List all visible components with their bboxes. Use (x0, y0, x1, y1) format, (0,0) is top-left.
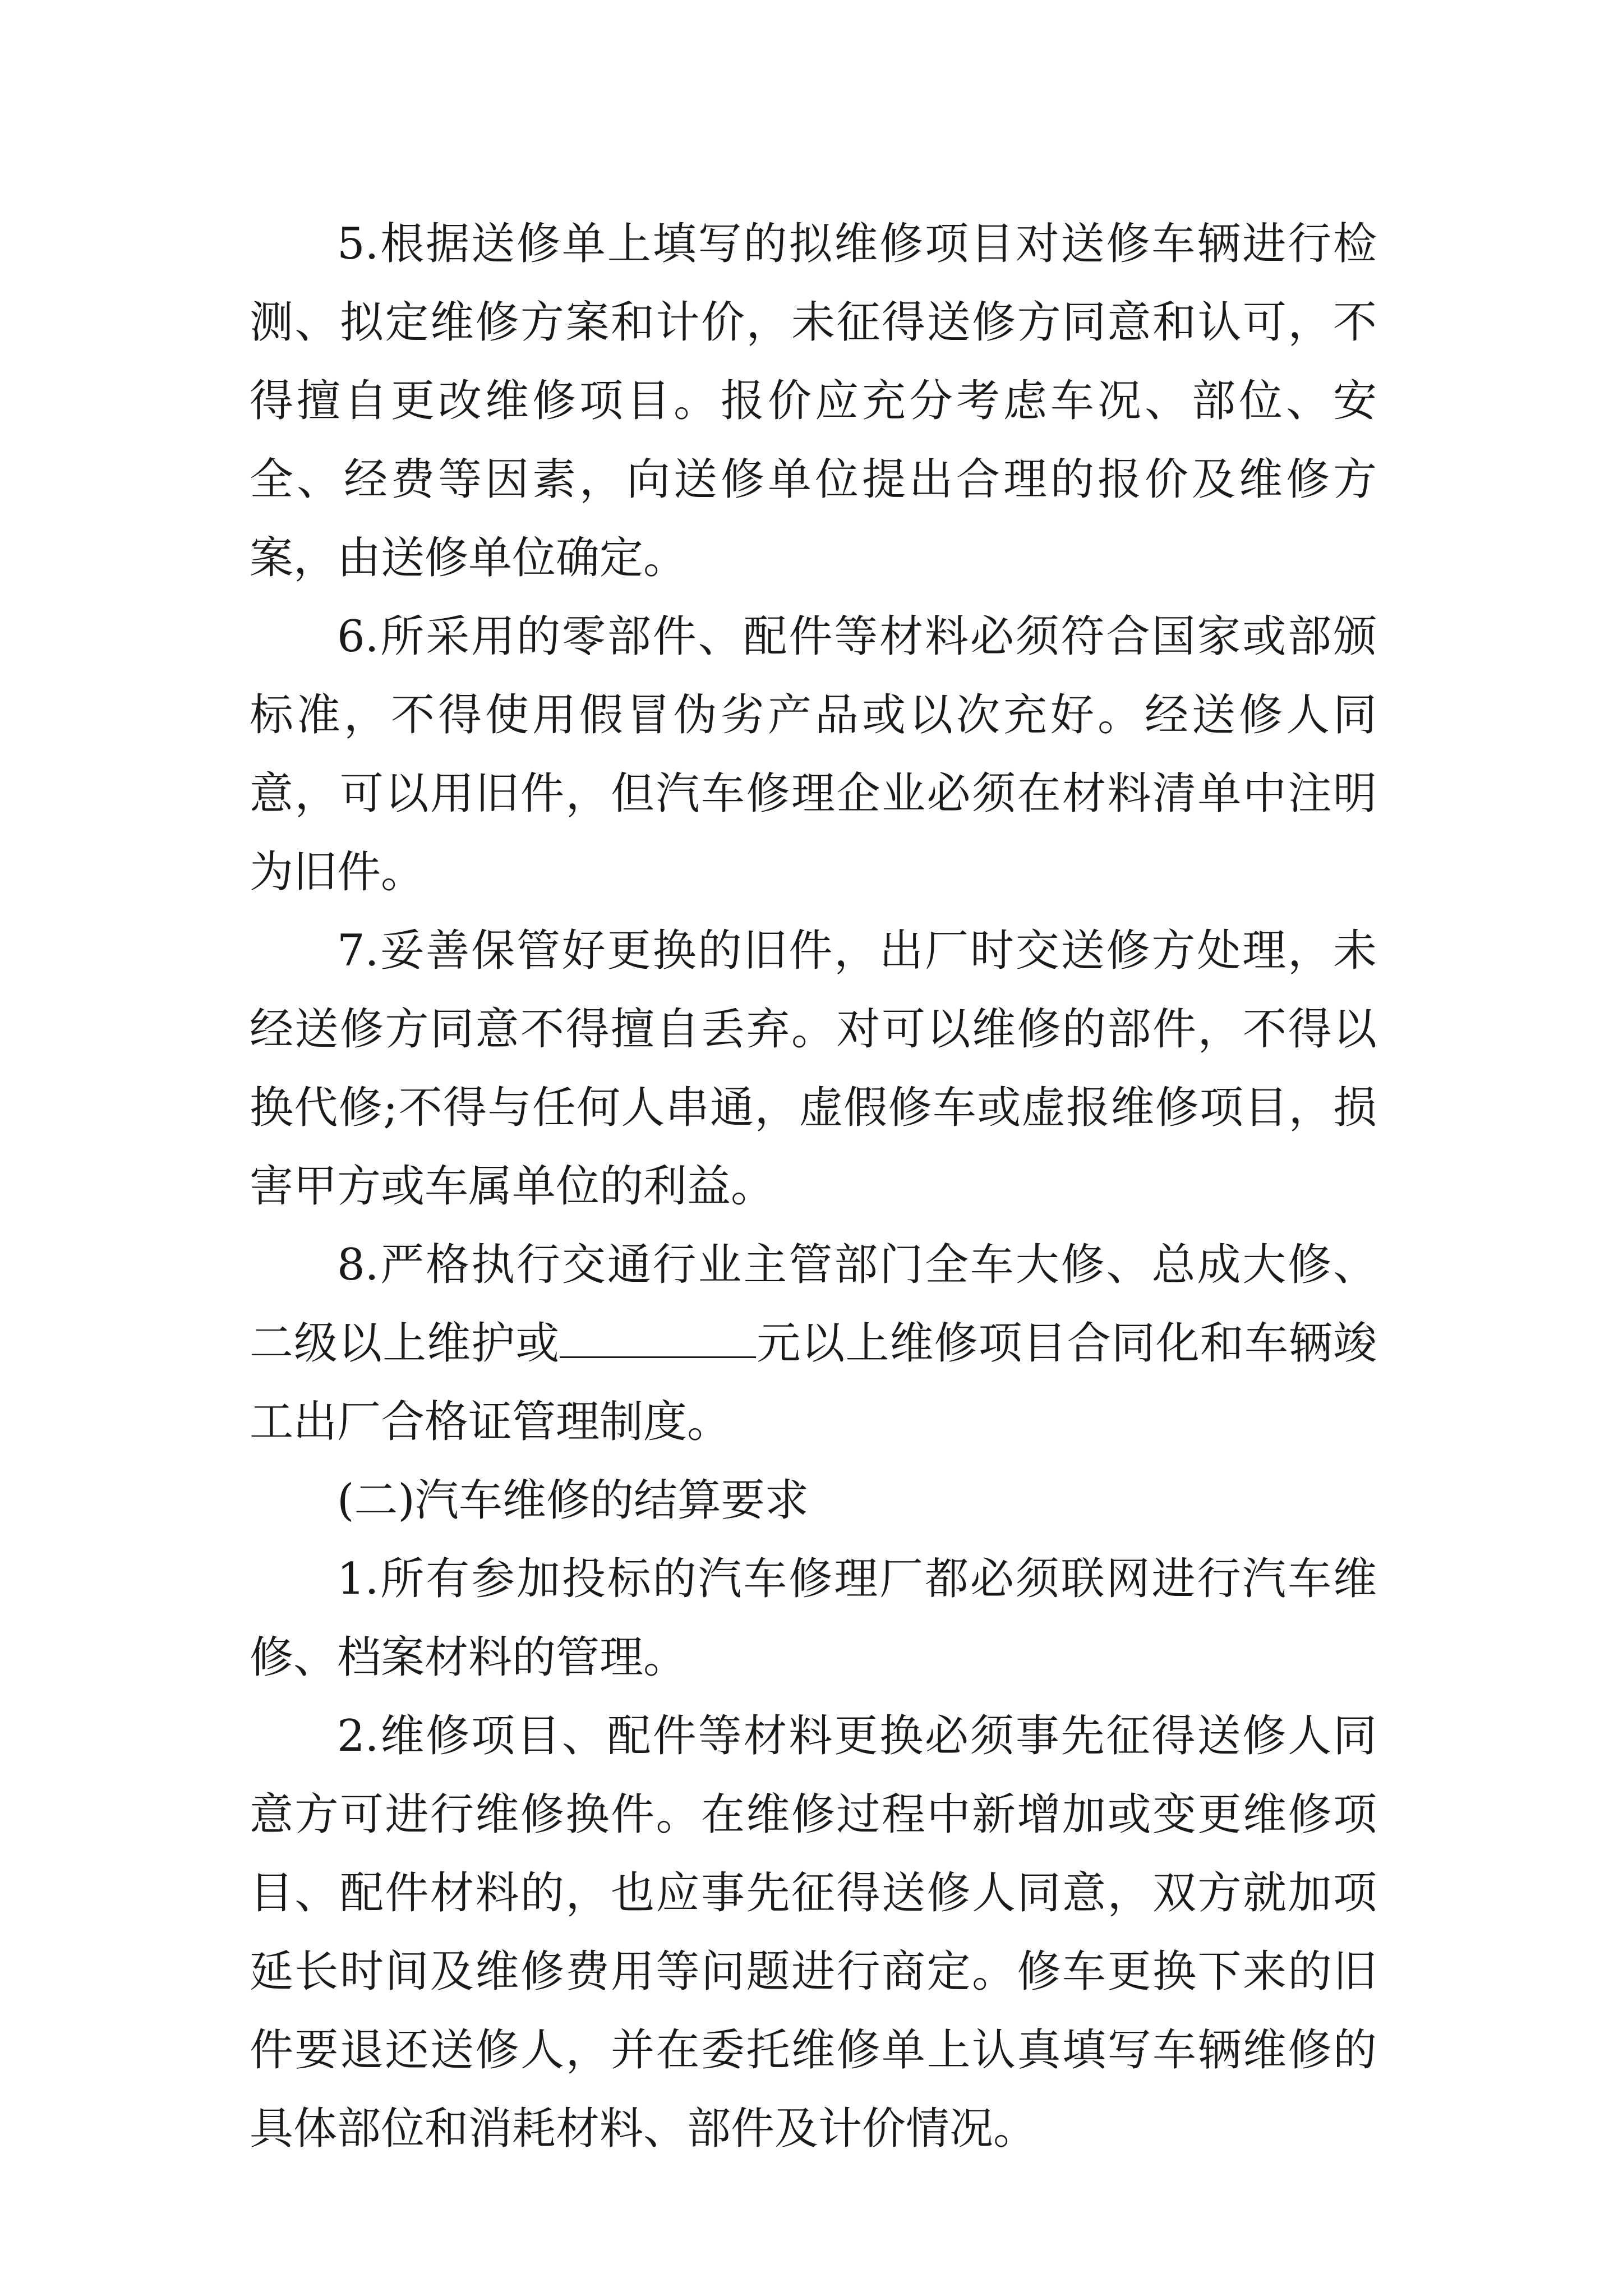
paragraph-item-8-before: 8.严格执行交通行业主管部门全车大修、总成大修、二级以上维护或 (250, 1240, 1377, 1369)
paragraph-item-8-after: 元以上维修项目合同化和车辆竣工出厂合格证管理制度。 (250, 1318, 1377, 1447)
paragraph-item-8 (250, 1226, 1377, 1461)
paragraph-item-s2: 2.维修项目、配件等材料更换必须事先征得送修人同意方可进行维修换件。在维修过程中新增加或变更维修项目、配件材料的，也应事先征得送修人同意，双方就加项延长时间及维修费用等问题进行商定。修车更换下来的旧件要退还送修人，并在委托维修单上认真填写车辆维修的具体部位和消耗材料、部件及计价情况。 (250, 1711, 1377, 2154)
document-body (250, 205, 1377, 2168)
paragraph-item-5: 5.根据送修单上填写的拟维修项目对送修车辆进行检测、拟定维修方案和计价，未征得送修方同意和认可，不得擅自更改维修项目。报价应充分考虑车况、部位、安全、经费等因素，向送修单位提出合理的报价及维修方案，由送修单位确定。 (250, 219, 1377, 583)
paragraph-item-s1: 1.所有参加投标的汽车修理厂都必须联网进行汽车维修、档案材料的管理。 (250, 1554, 1377, 1683)
paragraph-item-6: 6.所采用的零部件、配件等材料必须符合国家或部颁标准，不得使用假冒伪劣产品或以次充好。经送修人同意，可以用旧件，但汽车修理企业必须在材料清单中注明为旧件。 (250, 611, 1377, 898)
paragraph-item-7: 7.妥善保管好更换的旧件，出厂时交送修方处理，未经送修方同意不得擅自丢弃。对可以维修的部件，不得以换代修;不得与任何人串通，虚假修车或虚报维修项目，损害甲方或车属单位的利益。 (250, 926, 1377, 1212)
fill-in-blank[interactable] (560, 1316, 756, 1358)
section-heading: (二)汽车维修的结算要求 (337, 1475, 809, 1526)
